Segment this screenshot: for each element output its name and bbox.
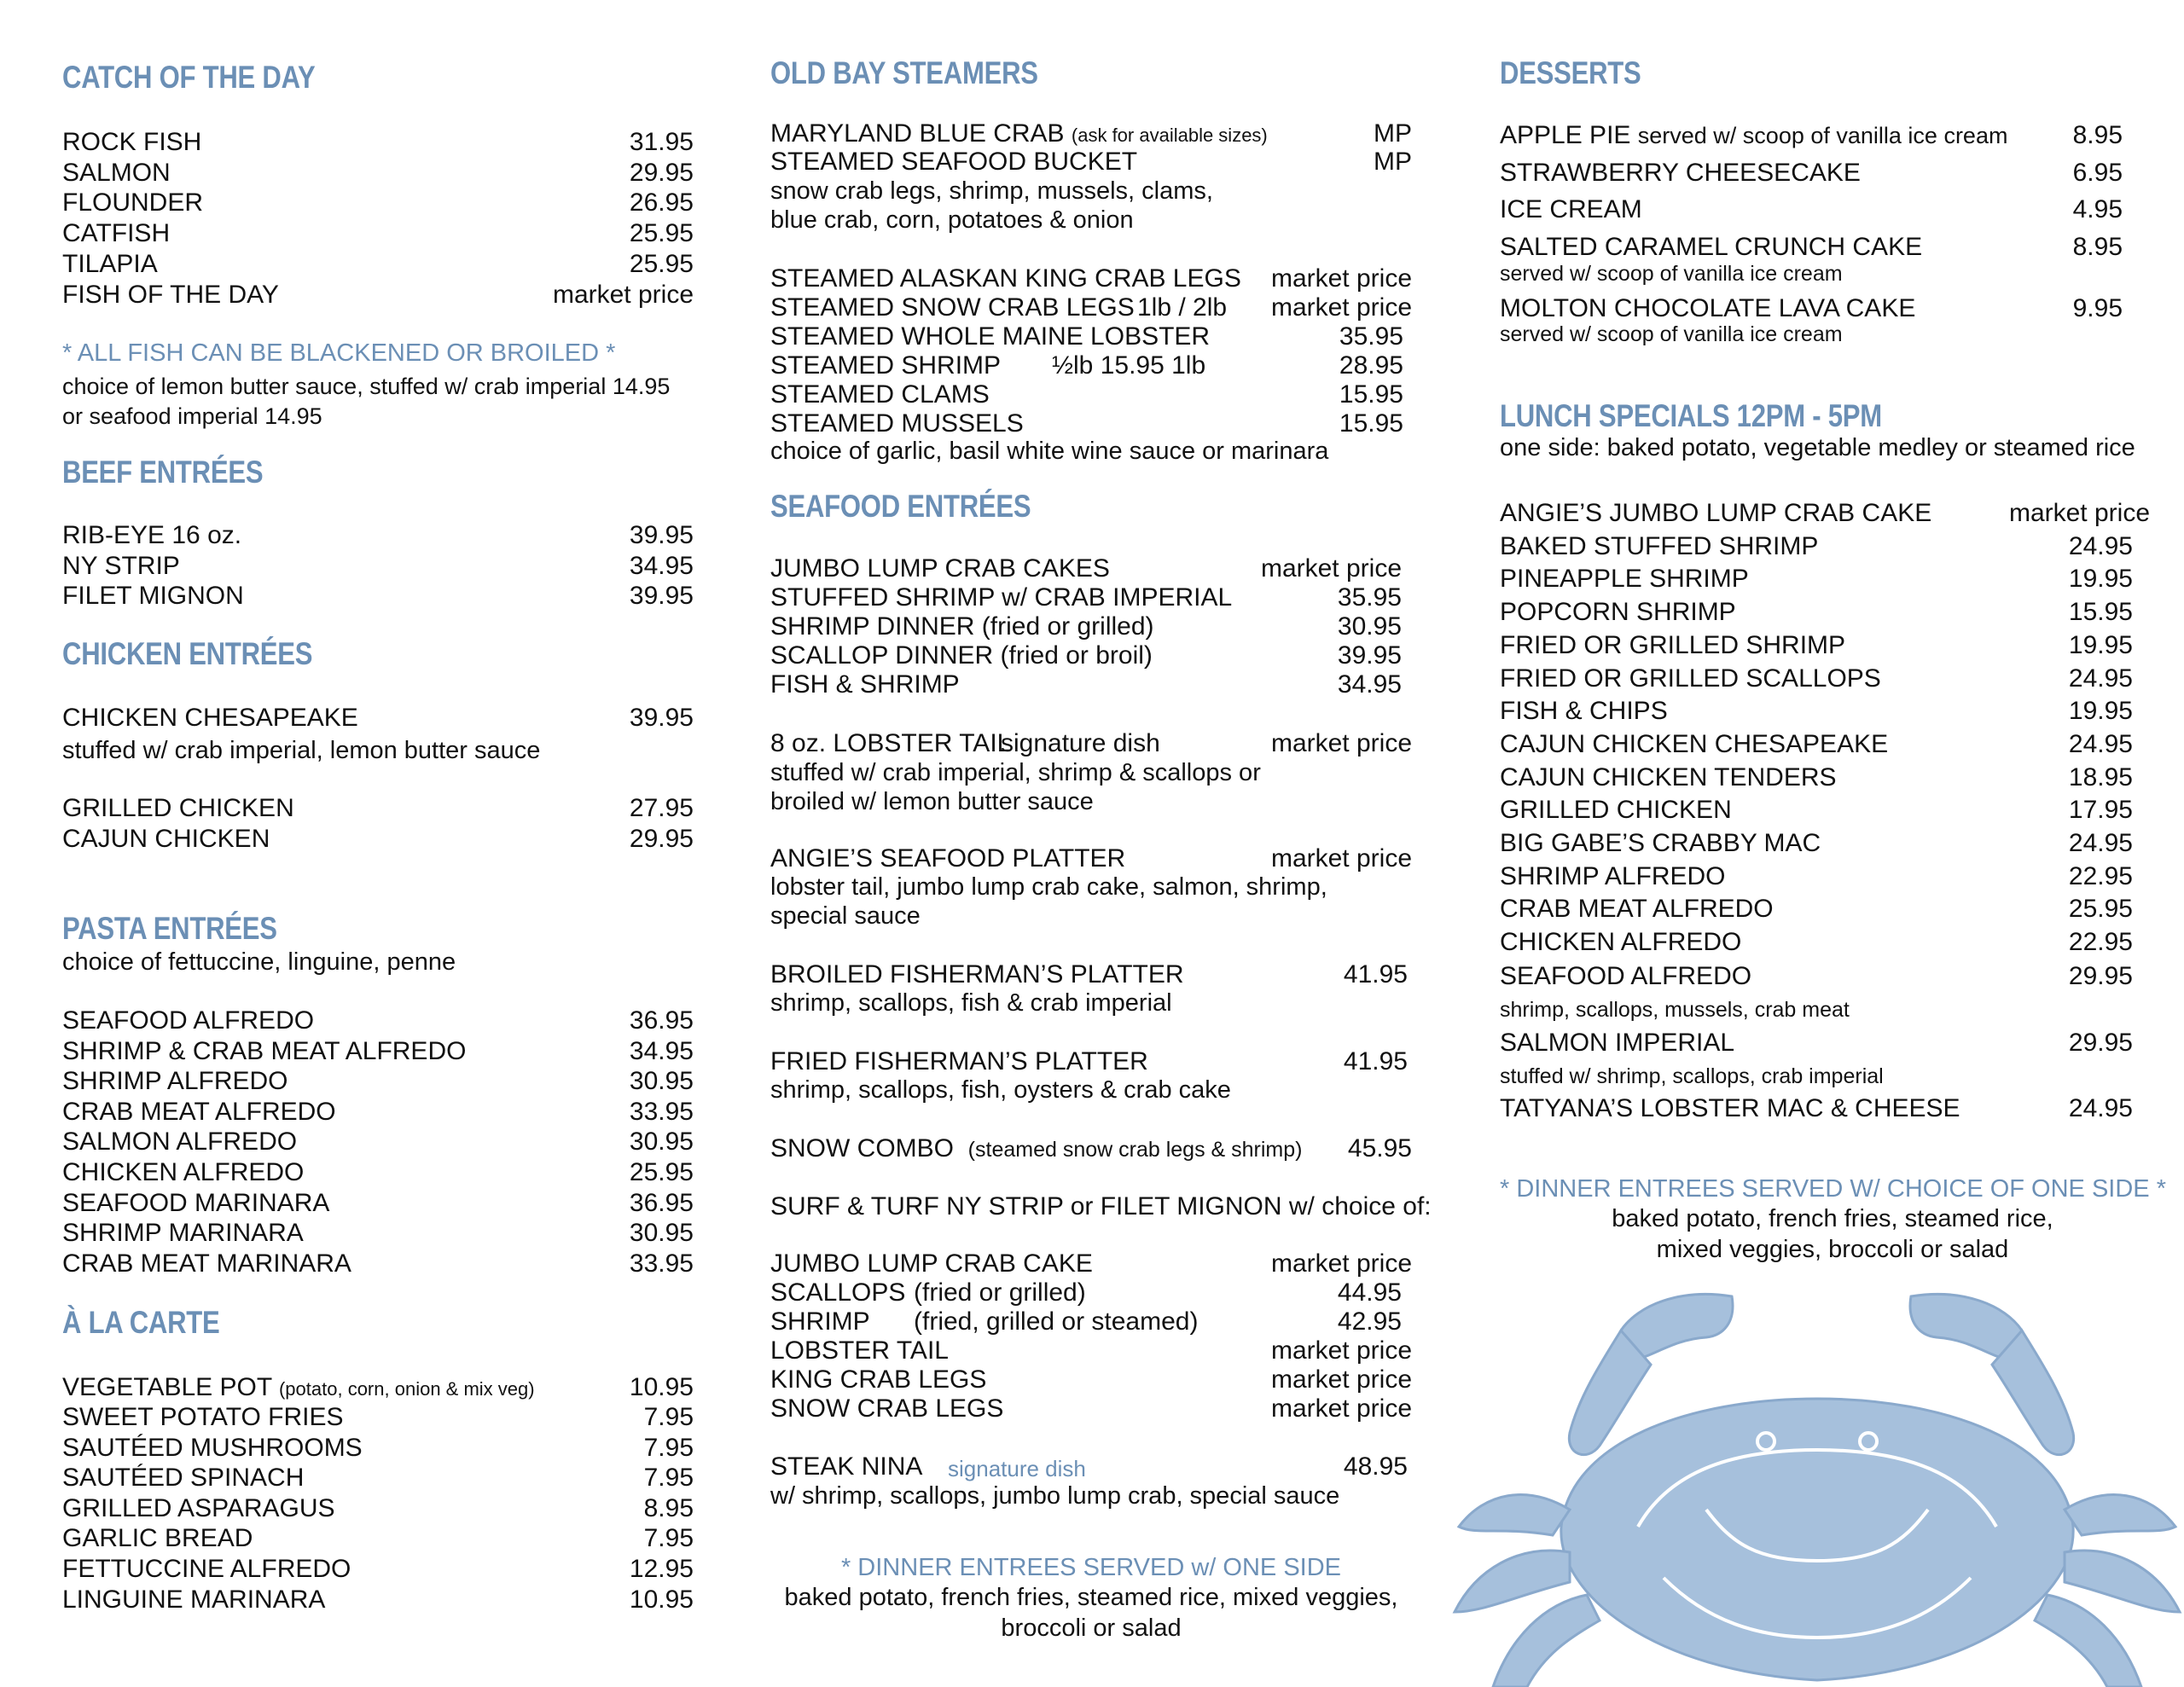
menu-item bbox=[1500, 532, 2133, 563]
item-price: 4.95 bbox=[2072, 195, 2123, 223]
menu-item bbox=[770, 1249, 1412, 1280]
item-price: 27.95 bbox=[629, 794, 694, 822]
menu-item bbox=[770, 641, 1412, 672]
menu-item bbox=[62, 1128, 694, 1158]
steamers-sauce-note: choice of garlic, basil white wine sauce or marinara bbox=[770, 438, 1329, 465]
fried-desc: shrimp, scallops, fish, oysters & crab cake bbox=[770, 1076, 1231, 1104]
item-name: CATFISH bbox=[62, 219, 171, 248]
menu-item bbox=[1500, 159, 2123, 189]
item-price: 41.95 bbox=[1343, 1047, 1408, 1075]
menu-item bbox=[1500, 195, 2123, 226]
menu-item bbox=[62, 1067, 694, 1098]
item-name: SALMON ALFREDO bbox=[62, 1128, 298, 1157]
item-name: FISH & CHIPS bbox=[1500, 697, 1668, 726]
menu-item bbox=[770, 1394, 1412, 1425]
menu-item bbox=[770, 844, 1412, 875]
menu-item bbox=[62, 1189, 694, 1220]
item-name: POPCORN SHRIMP bbox=[1500, 598, 1736, 627]
item-price: market price bbox=[1270, 1336, 1412, 1365]
pasta-entrees-heading: PASTA ENTRÉES bbox=[62, 911, 277, 946]
desserts-heading: DESSERTS bbox=[1500, 55, 1641, 90]
menu-item bbox=[62, 1373, 694, 1404]
item-price: 25.95 bbox=[629, 219, 694, 248]
menu-item bbox=[62, 1219, 694, 1249]
seafood-entrees-heading: SEAFOOD ENTRÉES bbox=[770, 489, 1031, 524]
platter-desc-2: special sauce bbox=[770, 902, 921, 930]
item-name: ICE CREAM bbox=[1500, 195, 1642, 223]
item-name: BROILED FISHERMAN’S PLATTER bbox=[770, 960, 1184, 988]
item-name: ROCK FISH bbox=[62, 128, 202, 156]
item-price: market price bbox=[1260, 554, 1402, 583]
item-price: market price bbox=[2008, 499, 2150, 527]
item-name: STEAMED MUSSELS bbox=[770, 409, 1024, 438]
menu-item bbox=[770, 1365, 1412, 1396]
item-price: 7.95 bbox=[643, 1464, 694, 1493]
menu-item bbox=[770, 148, 1412, 178]
item-name: FRIED OR GRILLED SHRIMP bbox=[1500, 630, 1846, 659]
menu-item bbox=[770, 264, 1412, 295]
menu-item bbox=[62, 1524, 694, 1555]
item-name: RIB-EYE 16 oz. bbox=[62, 521, 242, 549]
item-price: 10.95 bbox=[629, 1585, 694, 1614]
lobster-desc-1: stuffed w/ crab imperial, shrimp & scallops or bbox=[770, 759, 1261, 786]
menu-item bbox=[1500, 763, 2133, 794]
item-name: SALMON bbox=[62, 158, 171, 187]
item-detail: (steamed snow crab legs & shrimp) bbox=[967, 1138, 1303, 1162]
menu-item bbox=[1500, 1094, 2133, 1125]
menu-item bbox=[1500, 121, 2123, 152]
seafood-alfredo-desc: shrimp, scallops, mussels, crab meat bbox=[1500, 998, 1850, 1022]
item-price: 22.95 bbox=[2068, 861, 2133, 890]
item-name: SAUTÉED SPINACH bbox=[62, 1464, 305, 1493]
item-price: 35.95 bbox=[1337, 583, 1402, 612]
item-price: 19.95 bbox=[2068, 697, 2133, 726]
item-price: 26.95 bbox=[629, 188, 694, 217]
item-name: STEAMED CLAMS bbox=[770, 380, 990, 409]
item-name: CAJUN CHICKEN TENDERS bbox=[1500, 762, 1837, 791]
item-name: CHICKEN ALFREDO bbox=[62, 1158, 305, 1186]
item-name: STEAMED ALASKAN KING CRAB LEGS bbox=[770, 264, 1241, 293]
item-price: 34.95 bbox=[1337, 670, 1402, 699]
item-name: CAJUN CHICKEN bbox=[62, 825, 270, 853]
item-name: SALTED CARAMEL CRUNCH CAKE bbox=[1500, 233, 1923, 261]
item-price: 29.95 bbox=[2068, 1029, 2133, 1057]
item-price: 41.95 bbox=[1343, 960, 1408, 988]
item-name: STEAMED SHRIMP bbox=[770, 351, 1002, 380]
menu-item bbox=[770, 1047, 1412, 1078]
item-price: market price bbox=[1270, 1365, 1412, 1394]
item-name: PINEAPPLE SHRIMP bbox=[1500, 565, 1749, 594]
item-price: 36.95 bbox=[629, 1188, 694, 1217]
menu-item bbox=[770, 1134, 1412, 1165]
item-name: CAJUN CHICKEN CHESAPEAKE bbox=[1500, 729, 1889, 758]
item-name: BIG GABE’S CRABBY MAC bbox=[1500, 829, 1821, 857]
menu-item bbox=[770, 351, 1412, 382]
pasta-subtitle: choice of fettuccine, linguine, penne bbox=[62, 948, 456, 976]
platter-desc-1: lobster tail, jumbo lump crab cake, salmon, shrimp, bbox=[770, 873, 1327, 901]
menu-item bbox=[770, 554, 1412, 585]
item-name: VEGETABLE POT (potato, corn, onion & mix veg) bbox=[62, 1373, 535, 1401]
item-price: 9.95 bbox=[2072, 294, 2123, 322]
item-name: SWEET POTATO FRIES bbox=[62, 1403, 344, 1431]
item-name: SEAFOOD ALFREDO bbox=[1500, 962, 1752, 990]
item-price: market price bbox=[1270, 844, 1412, 872]
menu-item bbox=[770, 583, 1412, 614]
item-name: SNOW COMBO (steamed snow crab legs & shrimp) bbox=[770, 1134, 1303, 1162]
item-price: 30.95 bbox=[629, 1219, 694, 1248]
menu-item bbox=[770, 1336, 1412, 1367]
item-name: SHRIMP DINNER (fried or grilled) bbox=[770, 612, 1154, 641]
menu-item bbox=[62, 281, 694, 311]
menu-item bbox=[62, 521, 694, 552]
menu-item bbox=[62, 1464, 694, 1494]
item-name: SEAFOOD ALFREDO bbox=[62, 1006, 315, 1035]
item-name: SALMON IMPERIAL bbox=[1500, 1029, 1735, 1057]
item-price: 12.95 bbox=[629, 1555, 694, 1583]
menu-item bbox=[62, 1555, 694, 1586]
menu-item bbox=[770, 293, 1412, 324]
menu-item bbox=[62, 704, 694, 734]
side-note-line-1: baked potato, french fries, steamed rice, mixed veggies, bbox=[784, 1584, 1398, 1611]
lunch-specials-heading: LUNCH SPECIALS 12PM - 5PM bbox=[1500, 398, 1882, 433]
item-detail: served w/ scoop of vanilla ice cream bbox=[1637, 123, 2008, 148]
item-name: STUFFED SHRIMP w/ CRAB IMPERIAL bbox=[770, 583, 1233, 612]
item-name: TATYANA’S LOBSTER MAC & CHEESE bbox=[1500, 1094, 1960, 1122]
menu-item bbox=[770, 1452, 1412, 1483]
item-price: 10.95 bbox=[629, 1373, 694, 1401]
item-price: 19.95 bbox=[2068, 565, 2133, 594]
item-price: 8.95 bbox=[643, 1493, 694, 1522]
item-price: 39.95 bbox=[629, 704, 694, 732]
item-detail: (fried, grilled or steamed) bbox=[914, 1307, 1199, 1336]
item-price: MP bbox=[1374, 148, 1412, 176]
menu-item bbox=[62, 1158, 694, 1189]
lava-desc: served w/ scoop of vanilla ice cream bbox=[1500, 322, 1843, 346]
item-price: 25.95 bbox=[629, 249, 694, 278]
side-note-title: * DINNER ENTREES SERVED w/ ONE SIDE bbox=[840, 1554, 1342, 1581]
item-price: 8.95 bbox=[2072, 233, 2123, 261]
item-name: FISH & SHRIMP bbox=[770, 670, 960, 699]
bucket-desc-2: blue crab, corn, potatoes & onion bbox=[770, 206, 1134, 234]
item-price: market price bbox=[1270, 729, 1412, 757]
item-price: 36.95 bbox=[629, 1006, 694, 1035]
item-name: STEAK NINA bbox=[770, 1452, 923, 1481]
menu-item bbox=[62, 1006, 694, 1037]
item-price: 29.95 bbox=[2068, 962, 2133, 990]
item-detail: (ask for available sizes) bbox=[1071, 125, 1268, 146]
item-price: market price bbox=[1270, 1394, 1412, 1423]
item-name: FISH OF THE DAY bbox=[62, 280, 279, 309]
item-price: 24.95 bbox=[2068, 531, 2133, 560]
item-price: 7.95 bbox=[643, 1433, 694, 1462]
menu-item bbox=[770, 729, 1412, 760]
item-name: ANGIE’S SEAFOOD PLATTER bbox=[770, 844, 1126, 872]
item-name: 8 oz. LOBSTER TAIL bbox=[770, 729, 1012, 757]
item-name: GARLIC BREAD bbox=[62, 1524, 253, 1553]
item-price: 42.95 bbox=[1337, 1307, 1402, 1336]
item-price: 24.95 bbox=[2068, 829, 2133, 857]
menu-item bbox=[1500, 631, 2133, 662]
catch-of-the-day-heading: CATCH OF THE DAY bbox=[62, 60, 316, 95]
item-price: 7.95 bbox=[643, 1403, 694, 1431]
menu-item bbox=[62, 552, 694, 583]
lunch-subtitle: one side: baked potato, vegetable medley or steamed rice bbox=[1500, 434, 2135, 461]
item-name: JUMBO LUMP CRAB CAKES bbox=[770, 554, 1110, 583]
item-name: CRAB MEAT ALFREDO bbox=[62, 1097, 336, 1126]
item-price: 15.95 bbox=[2068, 598, 2133, 627]
item-price: 24.95 bbox=[2068, 729, 2133, 758]
menu-item bbox=[770, 1278, 1412, 1309]
middle-side-note bbox=[770, 1554, 1412, 1644]
fish-sauce-note-2: or seafood imperial 14.95 bbox=[62, 403, 322, 429]
item-detail: 1lb / 2lb bbox=[1137, 293, 1228, 322]
menu-item bbox=[770, 1307, 1412, 1338]
item-price: 31.95 bbox=[629, 128, 694, 156]
menu-item bbox=[1500, 233, 2123, 264]
item-price: 33.95 bbox=[629, 1249, 694, 1278]
item-name: GRILLED ASPARAGUS bbox=[62, 1493, 335, 1522]
item-name: SHRIMP ALFREDO bbox=[62, 1067, 288, 1096]
right-side-note bbox=[1500, 1175, 2165, 1265]
menu-item bbox=[62, 219, 694, 250]
salmon-imperial-desc: stuffed w/ shrimp, scallops, crab imperial bbox=[1500, 1064, 1884, 1088]
fish-prep-note: * ALL FISH CAN BE BLACKENED OR BROILED * bbox=[62, 339, 616, 367]
item-name: FILET MIGNON bbox=[62, 582, 244, 610]
menu-item bbox=[770, 409, 1412, 440]
menu-item bbox=[62, 1434, 694, 1464]
menu-item bbox=[1500, 895, 2133, 925]
steak-nina-desc: w/ shrimp, scallops, jumbo lump crab, special sauce bbox=[770, 1482, 1340, 1510]
item-price: 22.95 bbox=[2068, 928, 2133, 957]
item-price: market price bbox=[1270, 293, 1412, 322]
menu-item bbox=[770, 119, 1412, 150]
item-name: LOBSTER TAIL bbox=[770, 1336, 949, 1365]
item-price: 29.95 bbox=[629, 158, 694, 187]
menu-item bbox=[770, 612, 1412, 643]
item-price: 8.95 bbox=[2072, 121, 2123, 149]
item-price: market price bbox=[552, 280, 694, 309]
menu-item bbox=[770, 960, 1412, 991]
item-price: 19.95 bbox=[2068, 630, 2133, 659]
item-detail: ½lb 15.95 1lb bbox=[1052, 351, 1206, 380]
item-price: 24.95 bbox=[2068, 664, 2133, 693]
menu-item bbox=[1500, 565, 2133, 595]
item-name: SCALLOP DINNER (fried or broil) bbox=[770, 641, 1153, 670]
caramel-desc: served w/ scoop of vanilla ice cream bbox=[1500, 262, 1843, 286]
menu-item bbox=[1500, 499, 2150, 530]
menu-item bbox=[62, 1494, 694, 1525]
menu-item bbox=[1500, 796, 2133, 826]
item-name: CRAB MEAT ALFREDO bbox=[1500, 895, 1774, 924]
item-price: 48.95 bbox=[1343, 1452, 1408, 1481]
a-la-carte-heading: À LA CARTE bbox=[62, 1305, 220, 1340]
item-name: STEAMED SNOW CRAB LEGS bbox=[770, 293, 1135, 322]
item-price: 15.95 bbox=[1339, 380, 1403, 409]
item-name: SCALLOPS bbox=[770, 1278, 906, 1307]
item-name: FETTUCCINE ALFREDO bbox=[62, 1555, 351, 1583]
menu-item bbox=[62, 250, 694, 281]
item-name: CRAB MEAT MARINARA bbox=[62, 1249, 351, 1278]
menu-item bbox=[1500, 294, 2123, 325]
item-name: NY STRIP bbox=[62, 551, 180, 580]
item-name: JUMBO LUMP CRAB CAKE bbox=[770, 1249, 1093, 1278]
item-price: 45.95 bbox=[1347, 1134, 1412, 1162]
item-name: APPLE PIE served w/ scoop of vanilla ice cream bbox=[1500, 121, 2008, 149]
item-price: 25.95 bbox=[2068, 895, 2133, 924]
item-price: 39.95 bbox=[629, 521, 694, 549]
item-price: MP bbox=[1374, 119, 1412, 148]
item-price: 15.95 bbox=[1339, 409, 1403, 438]
item-name: SEAFOOD MARINARA bbox=[62, 1188, 330, 1217]
menu-item bbox=[1500, 664, 2133, 695]
side-note-line-2: mixed veggies, broccoli or salad bbox=[1656, 1236, 2009, 1263]
item-name: GRILLED CHICKEN bbox=[62, 794, 294, 822]
item-name: STRAWBERRY CHEESECAKE bbox=[1500, 159, 1861, 187]
fish-sauce-note-1: choice of lemon butter sauce, stuffed w/ crab imperial 14.95 bbox=[62, 374, 671, 399]
item-price: 30.95 bbox=[629, 1128, 694, 1157]
chicken-chesapeake-desc: stuffed w/ crab imperial, lemon butter sauce bbox=[62, 737, 541, 764]
broiled-desc: shrimp, scallops, fish & crab imperial bbox=[770, 989, 1172, 1017]
item-price: 7.95 bbox=[643, 1524, 694, 1553]
menu-item bbox=[1500, 862, 2133, 893]
item-name: CHICKEN CHESAPEAKE bbox=[62, 704, 358, 732]
menu-item bbox=[1500, 1029, 2133, 1059]
menu-item bbox=[62, 128, 694, 159]
side-note-line-1: baked potato, french fries, steamed rice, bbox=[1612, 1205, 2053, 1232]
menu-item bbox=[1500, 598, 2133, 629]
crab-illustration-icon bbox=[1450, 1271, 2184, 1687]
item-name: KING CRAB LEGS bbox=[770, 1365, 987, 1394]
item-detail: signature dish bbox=[1001, 729, 1160, 757]
item-price: 28.95 bbox=[1339, 351, 1403, 380]
item-name: SHRIMP MARINARA bbox=[62, 1219, 304, 1248]
side-note-line-2: broccoli or salad bbox=[1001, 1615, 1182, 1642]
item-price: 39.95 bbox=[629, 582, 694, 610]
chicken-entrees-heading: CHICKEN ENTRÉES bbox=[62, 636, 313, 671]
menu-item bbox=[62, 794, 694, 825]
item-price: market price bbox=[1270, 1249, 1412, 1278]
item-name: FLOUNDER bbox=[62, 188, 204, 217]
menu-item bbox=[1500, 962, 2133, 993]
menu-item bbox=[770, 322, 1412, 353]
menu-item bbox=[62, 1249, 694, 1280]
item-price: 18.95 bbox=[2068, 762, 2133, 791]
menu-item bbox=[62, 825, 694, 855]
side-note-title: * DINNER ENTREES SERVED W/ CHOICE OF ONE SIDE * bbox=[1500, 1175, 2166, 1203]
item-price: 30.95 bbox=[629, 1067, 694, 1096]
item-detail: (fried or grilled) bbox=[914, 1278, 1086, 1307]
item-price: 34.95 bbox=[629, 551, 694, 580]
item-name: TILAPIA bbox=[62, 249, 158, 278]
item-name: BAKED STUFFED SHRIMP bbox=[1500, 531, 1819, 560]
lobster-desc-2: broiled w/ lemon butter sauce bbox=[770, 788, 1094, 815]
menu-item bbox=[62, 582, 694, 612]
item-name: CHICKEN ALFREDO bbox=[1500, 928, 1742, 957]
item-price: 39.95 bbox=[1337, 641, 1402, 670]
menu-item bbox=[62, 1586, 694, 1616]
item-price: 6.95 bbox=[2072, 159, 2123, 187]
item-price: 30.95 bbox=[1337, 612, 1402, 641]
item-price: 29.95 bbox=[629, 825, 694, 853]
item-name: GRILLED CHICKEN bbox=[1500, 796, 1732, 825]
item-name: ANGIE’S JUMBO LUMP CRAB CAKE bbox=[1500, 499, 1932, 527]
item-name: STEAMED SEAFOOD BUCKET bbox=[770, 148, 1138, 176]
item-price: 34.95 bbox=[629, 1036, 694, 1065]
item-detail: (potato, corn, onion & mix veg) bbox=[278, 1378, 535, 1400]
menu-item bbox=[62, 1037, 694, 1068]
menu-item bbox=[62, 1403, 694, 1434]
item-price: 17.95 bbox=[2068, 796, 2133, 825]
item-price: market price bbox=[1270, 264, 1412, 293]
item-name: MARYLAND BLUE CRAB (ask for available sizes) bbox=[770, 119, 1268, 148]
bucket-desc-1: snow crab legs, shrimp, mussels, clams, bbox=[770, 177, 1213, 205]
item-price: 33.95 bbox=[629, 1097, 694, 1126]
item-price: 24.95 bbox=[2068, 1094, 2133, 1122]
menu-item bbox=[1500, 697, 2133, 728]
item-name: STEAMED WHOLE MAINE LOBSTER bbox=[770, 322, 1211, 351]
menu-item bbox=[62, 1098, 694, 1128]
menu-item bbox=[770, 670, 1412, 701]
menu-item bbox=[1500, 730, 2133, 761]
item-name: SNOW CRAB LEGS bbox=[770, 1394, 1004, 1423]
item-name: SHRIMP & CRAB MEAT ALFREDO bbox=[62, 1036, 467, 1065]
item-name: LINGUINE MARINARA bbox=[62, 1585, 326, 1614]
surf-and-turf-line: SURF & TURF NY STRIP or FILET MIGNON w/ choice of: bbox=[770, 1192, 1432, 1220]
menu-item bbox=[62, 188, 694, 219]
item-name: FRIED OR GRILLED SCALLOPS bbox=[1500, 664, 1881, 693]
item-name: FRIED FISHERMAN’S PLATTER bbox=[770, 1047, 1148, 1075]
item-price: 35.95 bbox=[1339, 322, 1403, 351]
signature-dish-label: signature dish bbox=[948, 1456, 1086, 1481]
item-name: SAUTÉED MUSHROOMS bbox=[62, 1433, 363, 1462]
menu-item bbox=[62, 159, 694, 189]
item-name: MOLTON CHOCOLATE LAVA CAKE bbox=[1500, 294, 1916, 322]
old-bay-steamers-heading: OLD BAY STEAMERS bbox=[770, 55, 1038, 90]
item-name: SHRIMP bbox=[770, 1307, 870, 1336]
beef-entrees-heading: BEEF ENTRÉES bbox=[62, 455, 264, 490]
item-price: 44.95 bbox=[1337, 1278, 1402, 1307]
menu-item bbox=[1500, 829, 2133, 860]
menu-item bbox=[1500, 928, 2133, 959]
menu-item bbox=[770, 380, 1412, 411]
item-price: 25.95 bbox=[629, 1158, 694, 1186]
item-name: SHRIMP ALFREDO bbox=[1500, 861, 1726, 890]
